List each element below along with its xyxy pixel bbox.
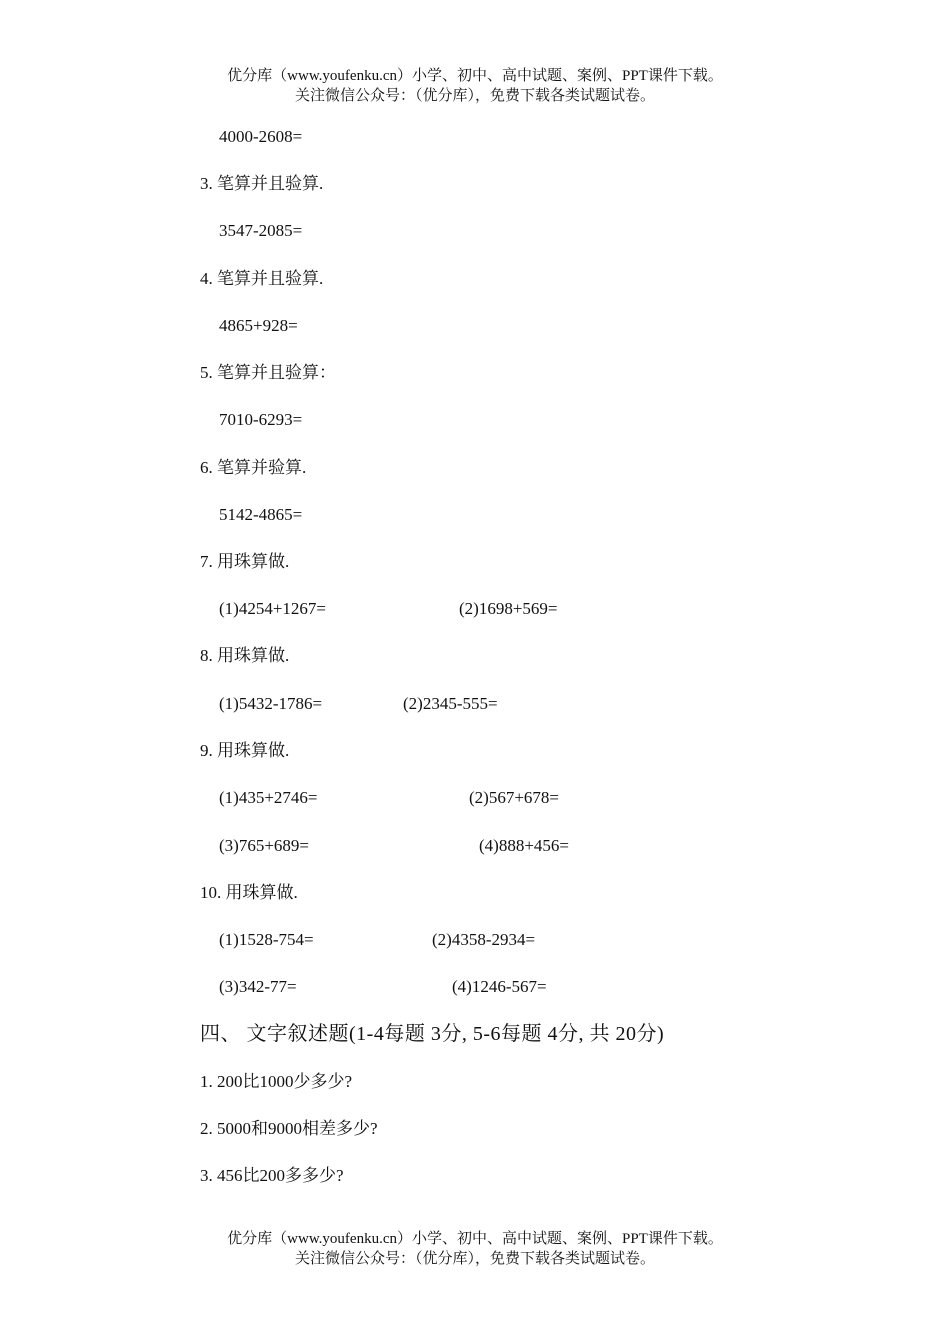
- q9-title: 9. 用珠算做.: [200, 741, 290, 760]
- header-line-2: 关注微信公众号：（优分库），免费下载各类试题试卷。: [294, 88, 655, 104]
- q10-part-1: (1)1528-754=: [219, 930, 314, 949]
- q10-part-3: (3)342-77=: [219, 977, 297, 996]
- q9-part-4: (4)888+456=: [479, 836, 569, 855]
- q8-part-2: (2)2345-555=: [403, 694, 498, 713]
- q3-expression: 3547-2085=: [219, 221, 303, 240]
- footer-line-1: 优分库（www.youfenku.cn）小学、初中、高中试题、案例、PPT课件下载。: [227, 1231, 723, 1247]
- q8-title: 8. 用珠算做.: [200, 646, 290, 665]
- q10-title: 10. 用珠算做.: [200, 883, 298, 902]
- section-4-item-1: 1. 200比1000少多少?: [200, 1072, 353, 1091]
- page-header: [0, 66, 950, 106]
- section-4-item-3: 3. 456比200多多少?: [200, 1166, 344, 1185]
- q10-part-2: (2)4358-2934=: [432, 930, 536, 949]
- q9-part-3: (3)765+689=: [219, 836, 309, 855]
- q7-part-1: (1)4254+1267=: [219, 599, 326, 618]
- q4-expression: 4865+928=: [219, 316, 298, 335]
- q9-part-2: (2)567+678=: [469, 788, 559, 807]
- q3-title: 3. 笔算并且验算.: [200, 174, 324, 193]
- header-line-1: 优分库（www.youfenku.cn）小学、初中、高中试题、案例、PPT课件下载。: [227, 68, 723, 84]
- section-4-heading: 四、 文字叙述题(1-4每题 3分, 5-6每题 4分, 共 20分): [200, 1023, 665, 1045]
- q5-title: 5. 笔算并且验算：: [200, 363, 336, 382]
- q7-part-2: (2)1698+569=: [459, 599, 558, 618]
- section-4-item-2: 2. 5000和9000相差多少?: [200, 1119, 378, 1138]
- q6-title: 6. 笔算并验算.: [200, 458, 307, 477]
- page-footer: [0, 1229, 950, 1269]
- q2-expression: 4000-2608=: [219, 127, 303, 146]
- q8-part-1: (1)5432-1786=: [219, 694, 323, 713]
- q10-part-4: (4)1246-567=: [452, 977, 547, 996]
- q9-part-1: (1)435+2746=: [219, 788, 318, 807]
- q6-expression: 5142-4865=: [219, 505, 303, 524]
- q7-title: 7. 用珠算做.: [200, 552, 290, 571]
- q5-expression: 7010-6293=: [219, 410, 303, 429]
- footer-line-2: 关注微信公众号：（优分库），免费下载各类试题试卷。: [294, 1251, 655, 1267]
- q4-title: 4. 笔算并且验算.: [200, 269, 324, 288]
